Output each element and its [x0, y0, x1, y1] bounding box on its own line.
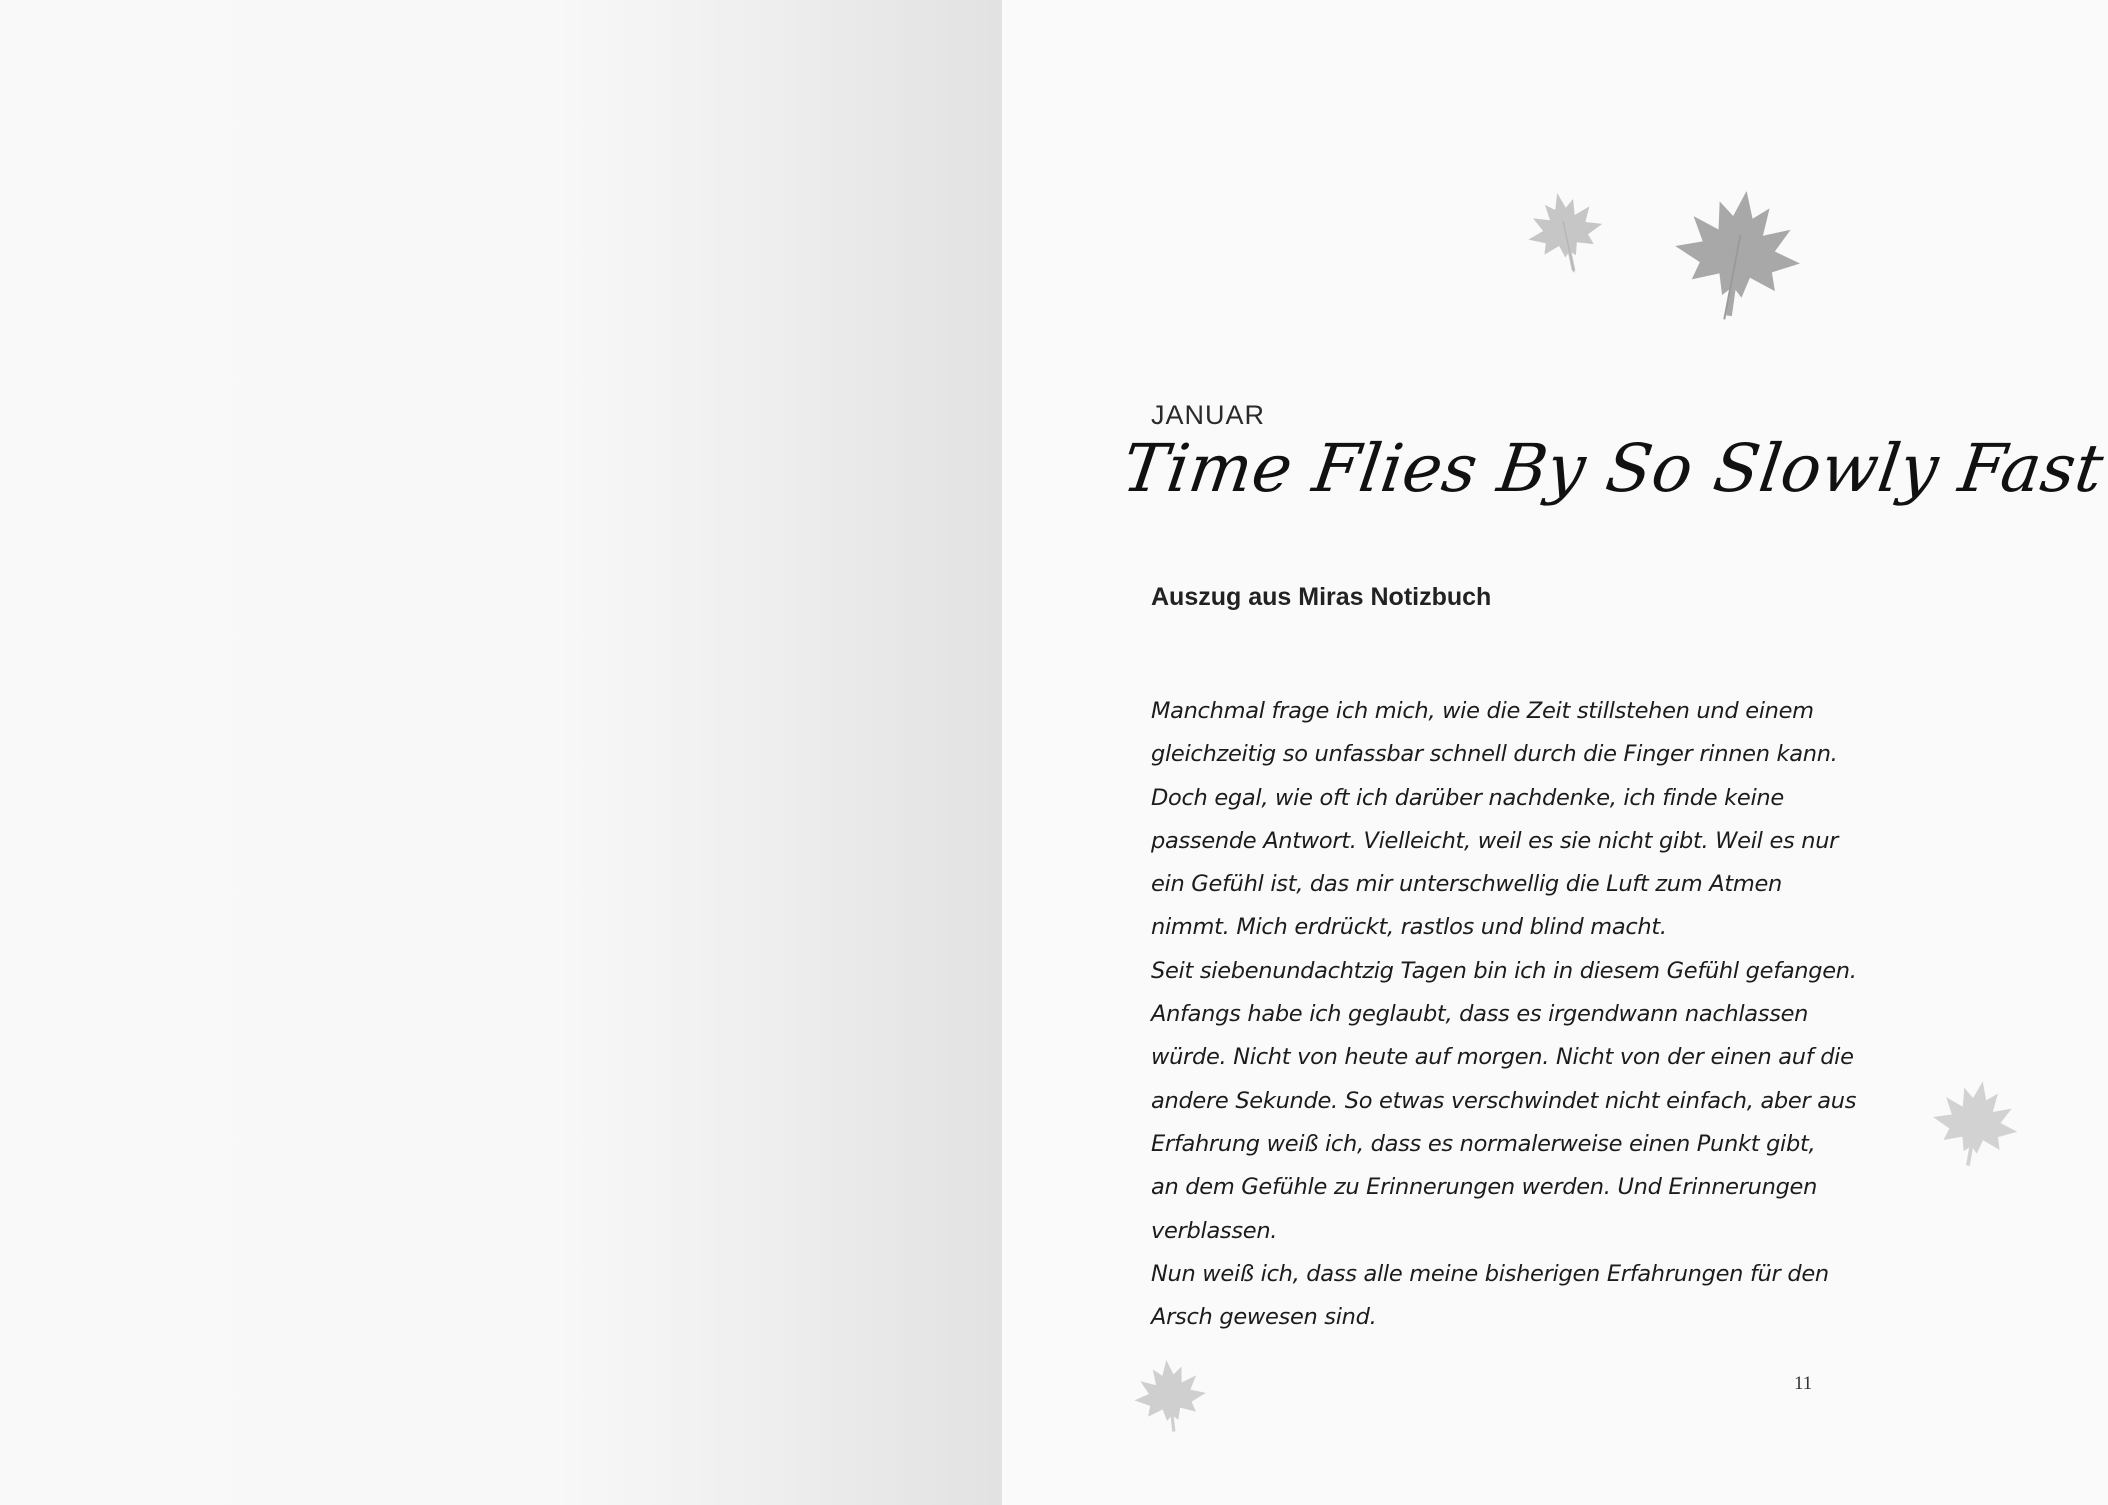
notebook-line: Anfangs habe ich geglaubt, dass es irgendwann nachlassen	[1151, 1001, 1809, 1028]
page-number: 11	[1794, 1373, 1813, 1394]
notebook-line: andere Sekunde. So etwas verschwindet nicht einfach, aber aus	[1151, 1087, 1857, 1114]
maple-leaf-icon	[1126, 1351, 1214, 1439]
notebook-line: an dem Gefühle zu Erinnerungen werden. Und Erinnerungen	[1151, 1174, 1818, 1201]
left-page-blank	[0, 0, 1002, 1505]
notebook-line: Arsch gewesen sind.	[1151, 1304, 1377, 1331]
notebook-line: ein Gefühl ist, das mir unterschwellig die Luft zum Atmen	[1151, 871, 1782, 898]
notebook-line: Nun weiß ich, dass alle meine bisherigen Erfahrungen für den	[1151, 1260, 1829, 1287]
notebook-entry	[1151, 690, 1857, 1339]
maple-leaf-icon	[1920, 1063, 2032, 1183]
notebook-line: gleichzeitig so unfassbar schnell durch die Finger rinnen kann.	[1151, 741, 1838, 768]
month-label: JANUAR	[1151, 400, 1266, 430]
notebook-line: Seit siebenundachtzig Tagen bin ich in diesem Gefühl gefangen.	[1151, 957, 1857, 984]
notebook-line: nimmt. Mich erdrückt, rastlos und blind macht.	[1151, 914, 1667, 941]
maple-leaf-icon	[1659, 173, 1817, 331]
notebook-line: würde. Nicht von heute auf morgen. Nicht von der einen auf die	[1151, 1044, 1854, 1071]
chapter-title: Time Flies By So Slowly Fast	[1118, 430, 2108, 507]
notebook-line: verblassen.	[1151, 1217, 1278, 1244]
notebook-line: Doch egal, wie oft ich darüber nachdenke, ich finde keine	[1151, 784, 1784, 811]
notebook-line: passende Antwort. Vielleicht, weil es sie nicht gibt. Weil es nur	[1151, 827, 1839, 854]
notebook-excerpt-heading: Auszug aus Miras Notizbuch	[1151, 583, 1492, 611]
maple-leaf-icon	[1512, 177, 1619, 284]
notebook-line: Manchmal frage ich mich, wie die Zeit stillstehen und einem	[1151, 698, 1814, 724]
notebook-line: Erfahrung weiß ich, dass es normalerweise einen Punkt gibt,	[1151, 1130, 1816, 1157]
